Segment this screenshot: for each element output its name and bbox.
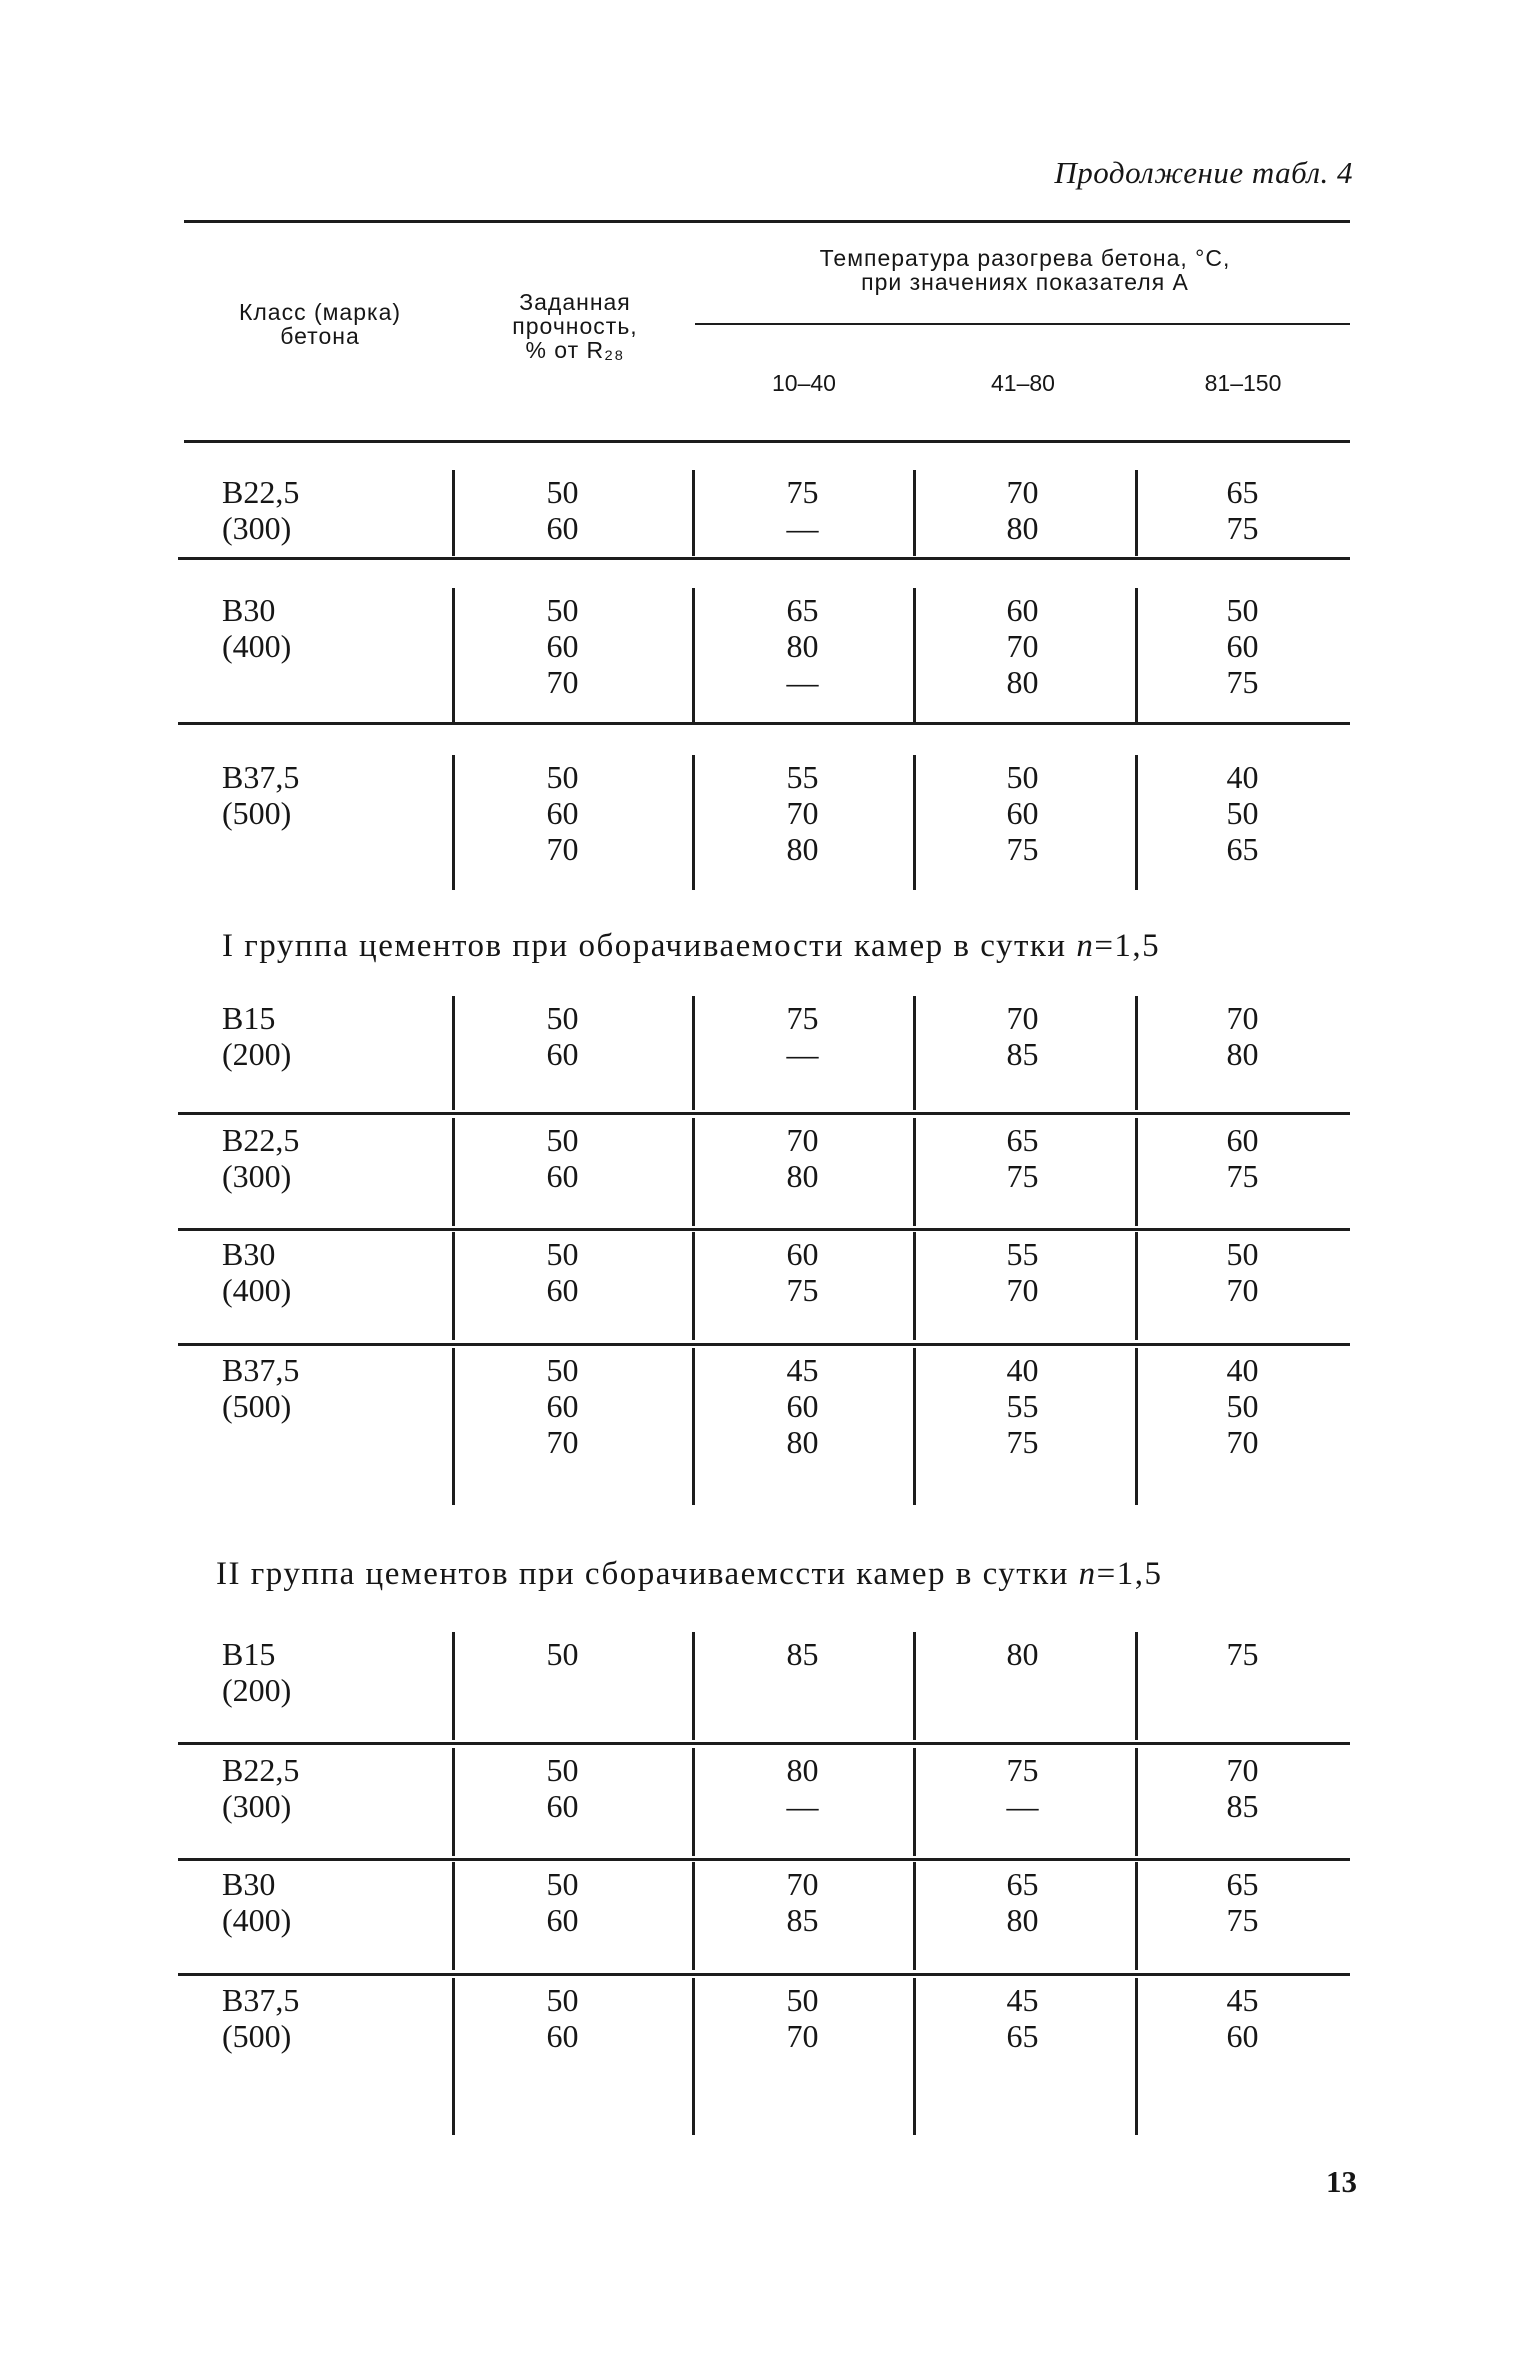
temp-41-80-cell: 70 85 — [1006, 1000, 1039, 1072]
column-rule — [692, 1118, 695, 1226]
temp-41-80-cell: 40 55 75 — [1006, 1352, 1039, 1460]
strength-cell: 50 60 70 — [546, 759, 579, 867]
temp-41-80-cell: 65 80 — [1006, 1866, 1039, 1938]
column-rule — [1135, 1232, 1138, 1340]
class-cell: B22,5 (300) — [222, 1122, 300, 1194]
strength-cell: 50 60 — [546, 1982, 579, 2054]
class-cell: B30 (400) — [222, 592, 292, 664]
temp-81-150-cell: 45 60 — [1226, 1982, 1259, 2054]
column-rule — [692, 1348, 695, 1505]
temp-10-40-cell: 85 — [786, 1636, 819, 1672]
row-rule — [178, 1112, 1350, 1115]
column-rule — [452, 1748, 455, 1856]
temp-41-80-cell: 70 80 — [1006, 474, 1039, 546]
range-header-1: 10–40 — [772, 370, 836, 396]
temp-41-80-cell: 55 70 — [1006, 1236, 1039, 1308]
temp-81-150-cell: 40 50 65 — [1226, 759, 1259, 867]
strength-cell: 50 60 — [546, 1000, 579, 1072]
table-caption: Продолжение табл. 4 — [1054, 155, 1353, 190]
column-rule — [1135, 1862, 1138, 1970]
row-rule — [178, 1973, 1350, 1976]
column-rule — [452, 588, 455, 722]
temp-81-150-cell: 75 — [1226, 1636, 1259, 1672]
row-rule — [178, 1228, 1350, 1231]
temp-41-80-cell: 60 70 80 — [1006, 592, 1039, 700]
temp-10-40-cell: 45 60 80 — [786, 1352, 819, 1460]
row-rule — [178, 722, 1350, 725]
column-rule — [1135, 1978, 1138, 2135]
strength-cell: 50 60 — [546, 1236, 579, 1308]
strength-cell: 50 60 — [546, 1866, 579, 1938]
temp-10-40-cell: 70 80 — [786, 1122, 819, 1194]
temp-41-80-cell: 65 75 — [1006, 1122, 1039, 1194]
column-rule — [692, 1232, 695, 1340]
temp-10-40-cell: 75 — — [786, 474, 819, 546]
column-rule — [913, 1118, 916, 1226]
temp-10-40-cell: 65 80 — — [786, 592, 819, 700]
strength-cell: 50 60 70 — [546, 1352, 579, 1460]
column-rule — [913, 1748, 916, 1856]
column-rule — [1135, 1118, 1138, 1226]
temp-81-150-cell: 50 60 75 — [1226, 592, 1259, 700]
column-rule — [452, 1862, 455, 1970]
strength-cell: 50 60 — [546, 1752, 579, 1824]
temp-10-40-cell: 60 75 — [786, 1236, 819, 1308]
row-rule — [178, 557, 1350, 560]
column-rule — [1135, 755, 1138, 890]
temp-10-40-cell: 80 — — [786, 1752, 819, 1824]
row-rule — [178, 1742, 1350, 1745]
column-rule — [913, 470, 916, 556]
column-rule — [452, 1978, 455, 2135]
column-rule — [913, 1862, 916, 1970]
column-rule — [1135, 1748, 1138, 1856]
column-rule — [1135, 588, 1138, 722]
temp-41-80-cell: 75 — — [1006, 1752, 1039, 1824]
strength-cell: 50 60 — [546, 1122, 579, 1194]
column-rule — [452, 1348, 455, 1505]
column-rule — [1135, 1632, 1138, 1740]
temp-10-40-cell: 55 70 80 — [786, 759, 819, 867]
class-cell: B37,5 (500) — [222, 1982, 300, 2054]
column-rule — [452, 1632, 455, 1740]
column-rule — [913, 1632, 916, 1740]
class-cell: B15 (200) — [222, 1636, 292, 1708]
temp-81-150-cell: 50 70 — [1226, 1236, 1259, 1308]
column-rule — [692, 1862, 695, 1970]
column-rule — [452, 470, 455, 556]
column-rule — [452, 1118, 455, 1226]
temp-41-80-cell: 80 — [1006, 1636, 1039, 1672]
class-cell: B22,5 (300) — [222, 474, 300, 546]
column-rule — [692, 996, 695, 1110]
group-2-title: II группа цементов при сборачиваемсcти камер в сутки n=1,5 — [216, 1556, 1163, 1592]
column-rule — [913, 1348, 916, 1505]
temp-81-150-cell: 65 75 — [1226, 1866, 1259, 1938]
column-rule — [692, 1748, 695, 1856]
column-rule — [913, 1978, 916, 2135]
column-rule — [1135, 996, 1138, 1110]
temp-81-150-cell: 40 50 70 — [1226, 1352, 1259, 1460]
column-rule — [913, 996, 916, 1110]
column-rule — [692, 588, 695, 722]
temp-41-80-cell: 50 60 75 — [1006, 759, 1039, 867]
class-cell: B22,5 (300) — [222, 1752, 300, 1824]
column-rule — [692, 1632, 695, 1740]
range-header-3: 81–150 — [1204, 370, 1282, 396]
column-rule — [692, 1978, 695, 2135]
strength-column-header: Заданная прочность, % от R₂₈ — [512, 289, 638, 363]
temp-41-80-cell: 45 65 — [1006, 1982, 1039, 2054]
column-rule — [1135, 470, 1138, 556]
class-column-header: Класс (марка) бетона — [238, 299, 402, 349]
class-cell: B37,5 (500) — [222, 759, 300, 831]
column-rule — [913, 1232, 916, 1340]
column-rule — [452, 755, 455, 890]
temp-81-150-cell: 70 85 — [1226, 1752, 1259, 1824]
temp-10-40-cell: 50 70 — [786, 1982, 819, 2054]
class-cell: B30 (400) — [222, 1866, 292, 1938]
group-1-title: I группа цементов при оборачиваемости камер в сутки n=1,5 — [222, 928, 1161, 964]
temp-10-40-cell: 70 85 — [786, 1866, 819, 1938]
strength-cell: 50 — [546, 1636, 579, 1672]
temp-81-150-cell: 65 75 — [1226, 474, 1259, 546]
header-sub-rule — [695, 323, 1350, 325]
range-header-2: 41–80 — [991, 370, 1055, 396]
temp-81-150-cell: 70 80 — [1226, 1000, 1259, 1072]
temp-81-150-cell: 60 75 — [1226, 1122, 1259, 1194]
column-rule — [452, 1232, 455, 1340]
column-rule — [913, 755, 916, 890]
column-rule — [692, 470, 695, 556]
class-cell: B15 (200) — [222, 1000, 292, 1072]
class-cell: B30 (400) — [222, 1236, 292, 1308]
temperature-column-header: Температура разогрева бетона, °С, при значениях показателя A — [819, 245, 1231, 295]
strength-cell: 50 60 70 — [546, 592, 579, 700]
column-rule — [692, 755, 695, 890]
strength-cell: 50 60 — [546, 474, 579, 546]
class-cell: B37,5 (500) — [222, 1352, 300, 1424]
page-number: 13 — [1326, 2164, 1357, 2199]
row-rule — [178, 1343, 1350, 1346]
header-top-rule — [184, 220, 1350, 223]
temp-10-40-cell: 75 — — [786, 1000, 819, 1072]
column-rule — [913, 588, 916, 722]
column-rule — [1135, 1348, 1138, 1505]
column-rule — [452, 996, 455, 1110]
row-rule — [178, 1858, 1350, 1861]
header-bottom-rule — [184, 440, 1350, 443]
